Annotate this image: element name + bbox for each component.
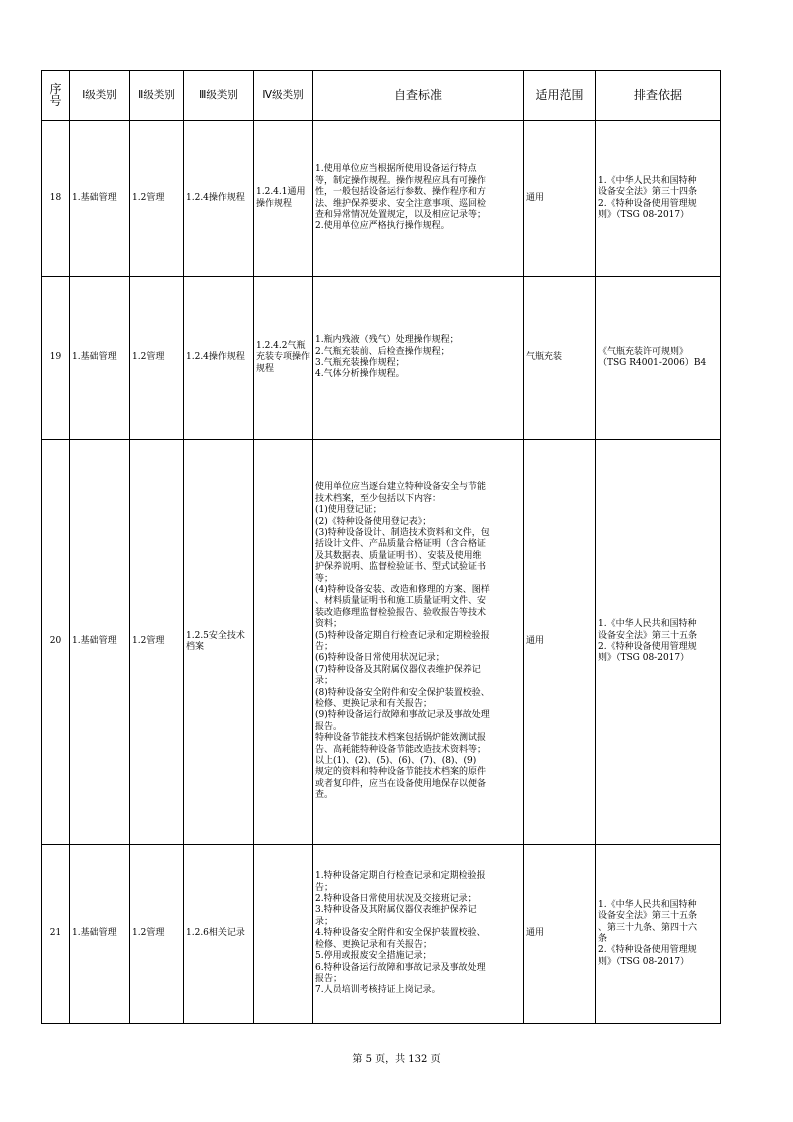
- row-number: 19: [42, 277, 70, 440]
- inspection-basis: 1.《中华人民共和国特种 设备安全法》第三十五条 、第三十九条、第四十六 条 2.《特种设备使用管理规 则》（TSG 08-2017）: [596, 845, 721, 1024]
- self-check-standard: 1.特种设备定期自行检查记录和定期检验报 告； 2.特种设备日常使用状况及交接班记录； 3.特种设备及其附属仪器仪表维护保养记 录； 4.特种设备安全附件和安全保护装置校验、 检修、更换记录和有关报告； 5.停用或报废安全措施记录； 6.特种设备运行故障和事故记录及事故处理 报告； 7.人员培训考核持证上岗记录。: [313, 845, 524, 1024]
- level1-category: 1.基础管理: [70, 440, 130, 845]
- header-level3: Ⅲ级类别: [184, 71, 254, 121]
- inspection-table: [41, 70, 721, 1024]
- inspection-basis: 1.《中华人民共和国特种 设备安全法》第三十四条 2.《特种设备使用管理规 则》（TSG 08-2017）: [596, 121, 721, 277]
- header-basis: 排查依据: [596, 71, 721, 121]
- level4-category: [254, 845, 313, 1024]
- inspection-basis: 1.《中华人民共和国特种 设备安全法》第三十五条 2.《特种设备使用管理规 则》（TSG 08-2017）: [596, 440, 721, 845]
- table-row: [42, 845, 721, 1024]
- table-row: [42, 277, 721, 440]
- header-no: 序 号: [42, 71, 70, 121]
- level3-category: 1.2.4操作规程: [184, 121, 254, 277]
- applicable-scope: 通用: [524, 121, 596, 277]
- header-level4: Ⅳ级类别: [254, 71, 313, 121]
- applicable-scope: 气瓶充装: [524, 277, 596, 440]
- level4-category: [254, 440, 313, 845]
- level2-category: 1.2管理: [130, 440, 184, 845]
- page-footer: 第 5 页，共 132 页: [352, 1054, 441, 1065]
- header-standard: 自查标准: [313, 71, 524, 121]
- level3-category: 1.2.6相关记录: [184, 845, 254, 1024]
- level3-category: 1.2.4操作规程: [184, 277, 254, 440]
- row-number: 18: [42, 121, 70, 277]
- header-row: [42, 71, 721, 121]
- level1-category: 1.基础管理: [70, 121, 130, 277]
- level2-category: 1.2管理: [130, 121, 184, 277]
- applicable-scope: 通用: [524, 845, 596, 1024]
- inspection-basis: 《气瓶充装许可规则》 （TSG R4001-2006）B4: [596, 277, 721, 440]
- table-row: [42, 121, 721, 277]
- level2-category: 1.2管理: [130, 277, 184, 440]
- level2-category: 1.2管理: [130, 845, 184, 1024]
- row-number: 20: [42, 440, 70, 845]
- header-level1: Ⅰ级类别: [70, 71, 130, 121]
- self-check-standard: 1.瓶内残液（残气）处理操作规程； 2.气瓶充装前、后检查操作规程； 3.气瓶充装操作规程； 4.气体分析操作规程。: [313, 277, 524, 440]
- level4-category: 1.2.4.1通用操作规程: [254, 121, 313, 277]
- level1-category: 1.基础管理: [70, 277, 130, 440]
- header-level2: Ⅱ级类别: [130, 71, 184, 121]
- self-check-standard: 使用单位应当逐台建立特种设备安全与节能 技术档案，至少包括以下内容： (1)使用登记证； (2)《特种设备使用登记表》； (3)特种设备设计、制造技术资料和文件，包 括设计文件、产品质量合格证明（含合格证 及其数据表、质量证明书）、安装及使用维 护保养说明、监督检验证书、型式试验证书 等； (4)特种设备安装、改造和修理的方案、图样 、材料质量证明书和施工质量证明文件、安 装改造修理监督检验报告、验收报告等技术 资料； (5)特种设备定期自行检查记录和定期检验报 告； (6)特种设备日常使用状况记录； (7)特种设备及其附属仪器仪表维护保养记 录； (8)特种设备安全附件和安全保护装置校验、 检修、更换记录和有关报告； (9)特种设备运行故障和事故记录及事故处理 报告。 特种设备节能技术档案包括锅炉能效测试报 告、高耗能特种设备节能改造技术资料等； 以上(1)、(2)、(5)、(6)、(7)、(8)、(9) 规定的资料和特种设备节能技术档案的原件 或者复印件，应当在设备使用地保存以便备 查。: [313, 440, 524, 845]
- level4-category: 1.2.4.2气瓶充装专项操作规程: [254, 277, 313, 440]
- row-number: 21: [42, 845, 70, 1024]
- table-row: [42, 440, 721, 845]
- header-scope: 适用范围: [524, 71, 596, 121]
- applicable-scope: 通用: [524, 440, 596, 845]
- level1-category: 1.基础管理: [70, 845, 130, 1024]
- level3-category: 1.2.5安全技术档案: [184, 440, 254, 845]
- self-check-standard: 1.使用单位应当根据所使用设备运行特点 等，制定操作规程。操作规程应具有可操作 性，一般包括设备运行参数、操作程序和方 法、维护保养要求、安全注意事项、巡回检 查和异常情况处置规定，以及相应记录等； 2.使用单位应严格执行操作规程。: [313, 121, 524, 277]
